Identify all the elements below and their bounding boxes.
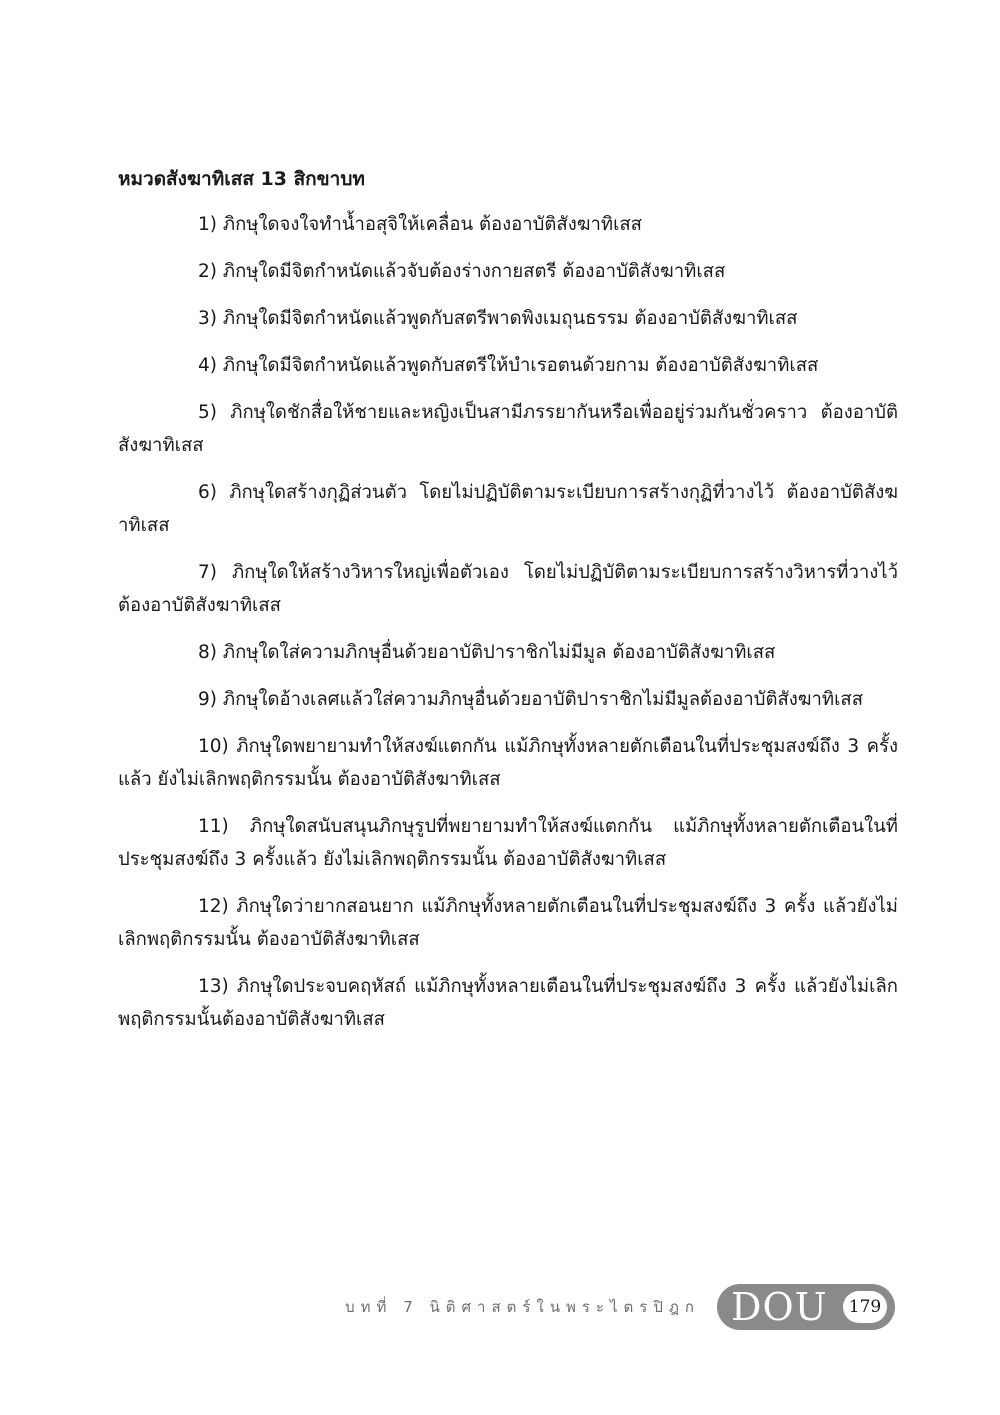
rule-item-8: 8) ภิกษุใดใส่ความภิกษุอื่นด้วยอาบัติปาราชิกไม่มีมูล ต้องอาบัติสังฆาทิเสส [198,642,776,663]
rule-item-9: 9) ภิกษุใดอ้างเลศแล้วใส่ความภิกษุอื่นด้วยอาบัติปาราชิกไม่มีมูลต้องอาบัติสังฆาทิเสส [198,689,864,710]
rule-list [118,208,898,1036]
rule-item-6: 6) ภิกษุใดสร้างกุฏิส่วนตัว โดยไม่ปฏิบัติตามระเบียบการสร้างกุฏิที่วางไว้ ต้องอาบัติสังฆาทิเสส [118,482,898,536]
rule-item-1: 1) ภิกษุใดจงใจทำน้ำอสุจิให้เคลื่อน ต้องอาบัติสังฆาทิเสส [198,214,642,235]
rule-item-7: 7) ภิกษุใดให้สร้างวิหารใหญ่เพื่อตัวเอง โดยไม่ปฏิบัติตามระเบียบการสร้างวิหารที่วางไว้ ต้องอาบัติสังฆาทิเสส [118,562,898,616]
page-number: 179 [843,1291,887,1323]
page-footer [0,1283,1000,1331]
dou-logo: DOU [731,1285,828,1329]
rule-item-11: 11) ภิกษุใดสนับสนุนภิกษุรูปที่พยายามทำให้สงฆ์แตกกัน แม้ภิกษุทั้งหลายตักเตือนในที่ประชุมสงฆ์ถึง 3 ครั้งแล้ว ยังไม่เลิกพฤติกรรมนั้น ต้องอาบัติสังฆาทิเสส [118,816,898,870]
rule-item-2: 2) ภิกษุใดมีจิตกำหนัดแล้วจับต้องร่างกายสตรี ต้องอาบัติสังฆาทิเสส [198,261,726,282]
rule-item-3: 3) ภิกษุใดมีจิตกำหนัดแล้วพูดกับสตรีพาดพิงเมถุนธรรม ต้องอาบัติสังฆาทิเสส [198,308,798,329]
rule-item-5: 5) ภิกษุใดชักสื่อให้ชายและหญิงเป็นสามีภรรยากันหรือเพื่ออยู่ร่วมกันชั่วคราว ต้องอาบัติสังฆาทิเสส [118,402,898,456]
rule-item-4: 4) ภิกษุใดมีจิตกำหนัดแล้วพูดกับสตรีให้บำเรอตนด้วยกาม ต้องอาบัติสังฆาทิเสส [198,355,819,376]
chapter-title: บทที่ 7 นิติศาสตร์ในพระไตรปิฎก [345,1298,700,1316]
section-heading: หมวดสังฆาทิเสส 13 สิกขาบท [118,168,365,190]
brand-badge [717,1284,895,1330]
page-content [118,162,898,1050]
rule-item-13: 13) ภิกษุใดประจบคฤหัสถ์ แม้ภิกษุทั้งหลายเตือนในที่ประชุมสงฆ์ถึง 3 ครั้ง แล้วยังไม่เลิกพฤติกรรมนั้นต้องอาบัติสังฆาทิเสส [118,976,898,1030]
rule-item-10: 10) ภิกษุใดพยายามทำให้สงฆ์แตกกัน แม้ภิกษุทั้งหลายตักเตือนในที่ประชุมสงฆ์ถึง 3 ครั้งแล้ว ยังไม่เลิกพฤติกรรมนั้น ต้องอาบัติสังฆาทิเสส [118,736,898,790]
rule-item-12: 12) ภิกษุใดว่ายากสอนยาก แม้ภิกษุทั้งหลายตักเตือนในที่ประชุมสงฆ์ถึง 3 ครั้ง แล้วยังไม่เลิกพฤติกรรมนั้น ต้องอาบัติสังฆาทิเสส [118,896,898,950]
